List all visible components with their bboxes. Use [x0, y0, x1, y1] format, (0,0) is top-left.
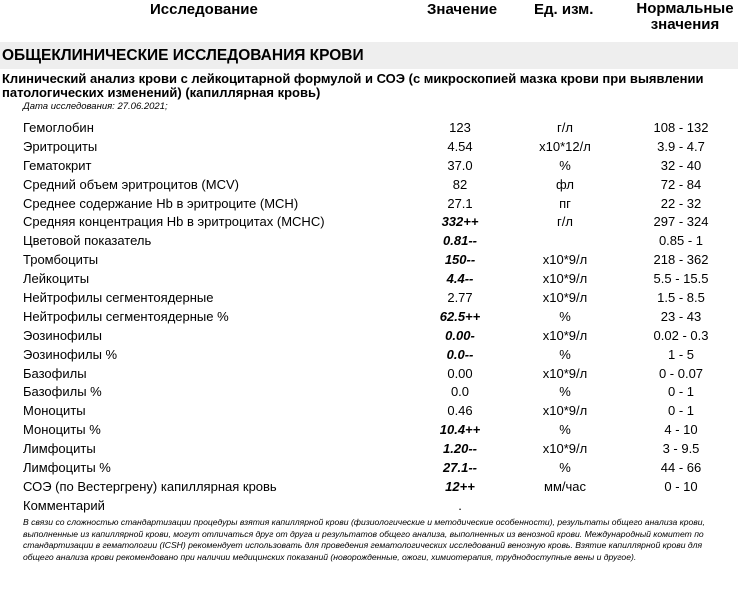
result-name: СОЭ (по Вестергрену) капиллярная кровь — [23, 478, 277, 494]
result-unit: фл — [556, 176, 574, 192]
result-unit: пг — [559, 195, 571, 211]
table-row — [0, 326, 738, 345]
result-norm: 0 - 1 — [667, 384, 694, 400]
column-header-norm-line1: Нормальные — [636, 0, 734, 17]
result-value: 62.5++ — [439, 308, 481, 324]
column-header-test: Исследование — [150, 1, 258, 18]
result-value: 10.4++ — [439, 422, 481, 438]
result-name: Цветовой показатель — [23, 233, 152, 249]
results-table — [0, 118, 738, 515]
result-name: Средняя концентрация Hb в эритроцитах (MCHC) — [23, 214, 325, 230]
table-row — [0, 288, 738, 307]
table-row — [0, 250, 738, 269]
result-norm: 23 - 43 — [660, 308, 702, 324]
result-value: 0.00 — [447, 365, 473, 381]
result-name: Нейтрофилы сегментоядерные — [23, 290, 214, 306]
column-header-norm-line2: значения — [650, 16, 720, 33]
result-norm: 32 - 40 — [660, 157, 702, 173]
result-norm: 1 - 5 — [667, 346, 694, 362]
result-norm: 0 - 10 — [664, 478, 698, 494]
result-name: Эозинофилы % — [23, 346, 118, 362]
result-norm: 297 - 324 — [653, 214, 709, 230]
result-norm: 5.5 - 15.5 — [653, 271, 709, 287]
result-norm: 0 - 0.07 — [658, 365, 704, 381]
analysis-date: Дата исследования: 27.06.2021; — [23, 101, 168, 112]
result-value: 4.4-- — [446, 271, 474, 287]
result-value: 0.46 — [447, 403, 473, 419]
result-name: Гемоглобин — [23, 120, 94, 135]
table-row — [0, 269, 738, 288]
result-unit: % — [559, 157, 571, 173]
result-name: Моноциты % — [23, 422, 101, 438]
result-unit: % — [559, 460, 571, 476]
result-value: 27.1-- — [443, 460, 477, 476]
result-norm: 108 - 132 — [653, 120, 709, 135]
result-value: 0.0-- — [446, 346, 474, 362]
result-value: 332++ — [441, 214, 479, 230]
result-name: Лимфоциты % — [23, 460, 111, 476]
analysis-title: Клинический анализ крови с лейкоцитарной формулой и СОЭ (с микроскопией мазка крови при выявлении патологических изменений) (капиллярная кровь) — [2, 71, 704, 100]
result-value: 37.0 — [447, 157, 473, 173]
result-unit: x10*9/л — [542, 271, 588, 287]
result-name: Средний объем эритроцитов (MCV) — [23, 176, 239, 192]
result-unit: x10*9/л — [542, 441, 588, 457]
result-norm: 72 - 84 — [660, 176, 702, 192]
result-value: 4.54 — [447, 138, 473, 154]
result-name: Лимфоциты — [23, 441, 96, 457]
table-row — [0, 496, 738, 515]
result-name: Лейкоциты — [23, 271, 90, 287]
result-norm: 1.5 - 8.5 — [657, 290, 705, 306]
result-value: 12++ — [445, 478, 475, 494]
table-row — [0, 307, 738, 326]
result-value: 0.00- — [445, 327, 475, 343]
table-row — [0, 212, 738, 231]
result-norm: 218 - 362 — [653, 252, 709, 268]
table-row — [0, 401, 738, 420]
result-name: Эозинофилы — [23, 327, 102, 343]
result-value: 2.77 — [447, 290, 473, 306]
table-row — [0, 420, 738, 439]
footnote: В связи со сложностью стандартизации процедуры взятия капиллярной крови (физиологические и методические особенности), результаты общего анализа крови, выполненные из капиллярной крови, могут отличаться друг от друга и результатов общего анализа, выполненных из венозной крови. Международный комитет по стандартизации в гематологии (ICSH) рекомендует использовать для проведения гематологических исследований венозную кровь. Взятие капиллярной крови для общего анализа крови рекомендовано при наличии медицинских показаний (новорожденные, ожоги, химиотерапия, труднодоступные вены и другое). — [23, 517, 705, 562]
table-row — [0, 156, 738, 175]
result-name: Тромбоциты — [23, 252, 99, 268]
result-value: 123 — [449, 120, 471, 135]
table-row — [0, 458, 738, 477]
result-name: Гематокрит — [23, 157, 92, 173]
result-name: Базофилы % — [23, 384, 102, 400]
column-header-unit: Ед. изм. — [534, 1, 594, 18]
result-name: Базофилы — [23, 365, 87, 381]
result-unit: % — [559, 346, 571, 362]
result-unit: x10*9/л — [542, 290, 588, 306]
result-unit: x10*9/л — [542, 403, 588, 419]
result-value: 1.20-- — [443, 441, 477, 457]
result-unit: г/л — [557, 214, 573, 230]
result-value: . — [458, 497, 462, 513]
table-row — [0, 175, 738, 194]
result-norm: 0.85 - 1 — [658, 233, 704, 249]
table-row — [0, 382, 738, 401]
result-value: 0.0 — [450, 384, 470, 400]
result-value: 150-- — [444, 252, 476, 268]
result-norm: 44 - 66 — [660, 460, 702, 476]
result-name: Моноциты — [23, 403, 86, 419]
result-name: Среднее содержание Hb в эритроците (MCH) — [23, 195, 299, 211]
section-bar — [0, 42, 738, 69]
result-norm: 3 - 9.5 — [662, 441, 700, 457]
column-header-value: Значение — [427, 1, 498, 18]
result-unit: x10*12/л — [539, 138, 591, 154]
table-row — [0, 137, 738, 156]
result-norm: 4 - 10 — [664, 422, 698, 438]
table-row — [0, 439, 738, 458]
result-value: 82 — [452, 176, 468, 192]
result-value: 27.1 — [447, 195, 473, 211]
table-row — [0, 118, 738, 137]
table-row — [0, 345, 738, 364]
result-unit: мм/час — [544, 478, 586, 494]
result-norm: 22 - 32 — [660, 195, 702, 211]
result-name: Эритроциты — [23, 138, 98, 154]
result-value: 0.81-- — [443, 233, 477, 249]
table-row — [0, 231, 738, 250]
table-row — [0, 364, 738, 383]
result-unit: % — [559, 308, 571, 324]
result-unit: % — [559, 384, 571, 400]
result-unit: x10*9/л — [542, 365, 588, 381]
table-row — [0, 194, 738, 213]
result-name: Комментарий — [23, 497, 105, 513]
result-norm: 0.02 - 0.3 — [653, 327, 709, 343]
table-header — [0, 0, 738, 40]
table-row — [0, 477, 738, 496]
column-header-norm — [630, 1, 738, 33]
result-unit: x10*9/л — [542, 252, 588, 268]
result-unit: % — [559, 422, 571, 438]
result-norm: 3.9 - 4.7 — [657, 138, 705, 154]
result-unit: x10*9/л — [542, 327, 588, 343]
result-norm: 0 - 1 — [667, 403, 694, 419]
result-name: Нейтрофилы сегментоядерные % — [23, 308, 229, 324]
section-title: ОБЩЕКЛИНИЧЕСКИЕ ИССЛЕДОВАНИЯ КРОВИ — [2, 47, 364, 64]
result-unit: г/л — [557, 120, 573, 135]
